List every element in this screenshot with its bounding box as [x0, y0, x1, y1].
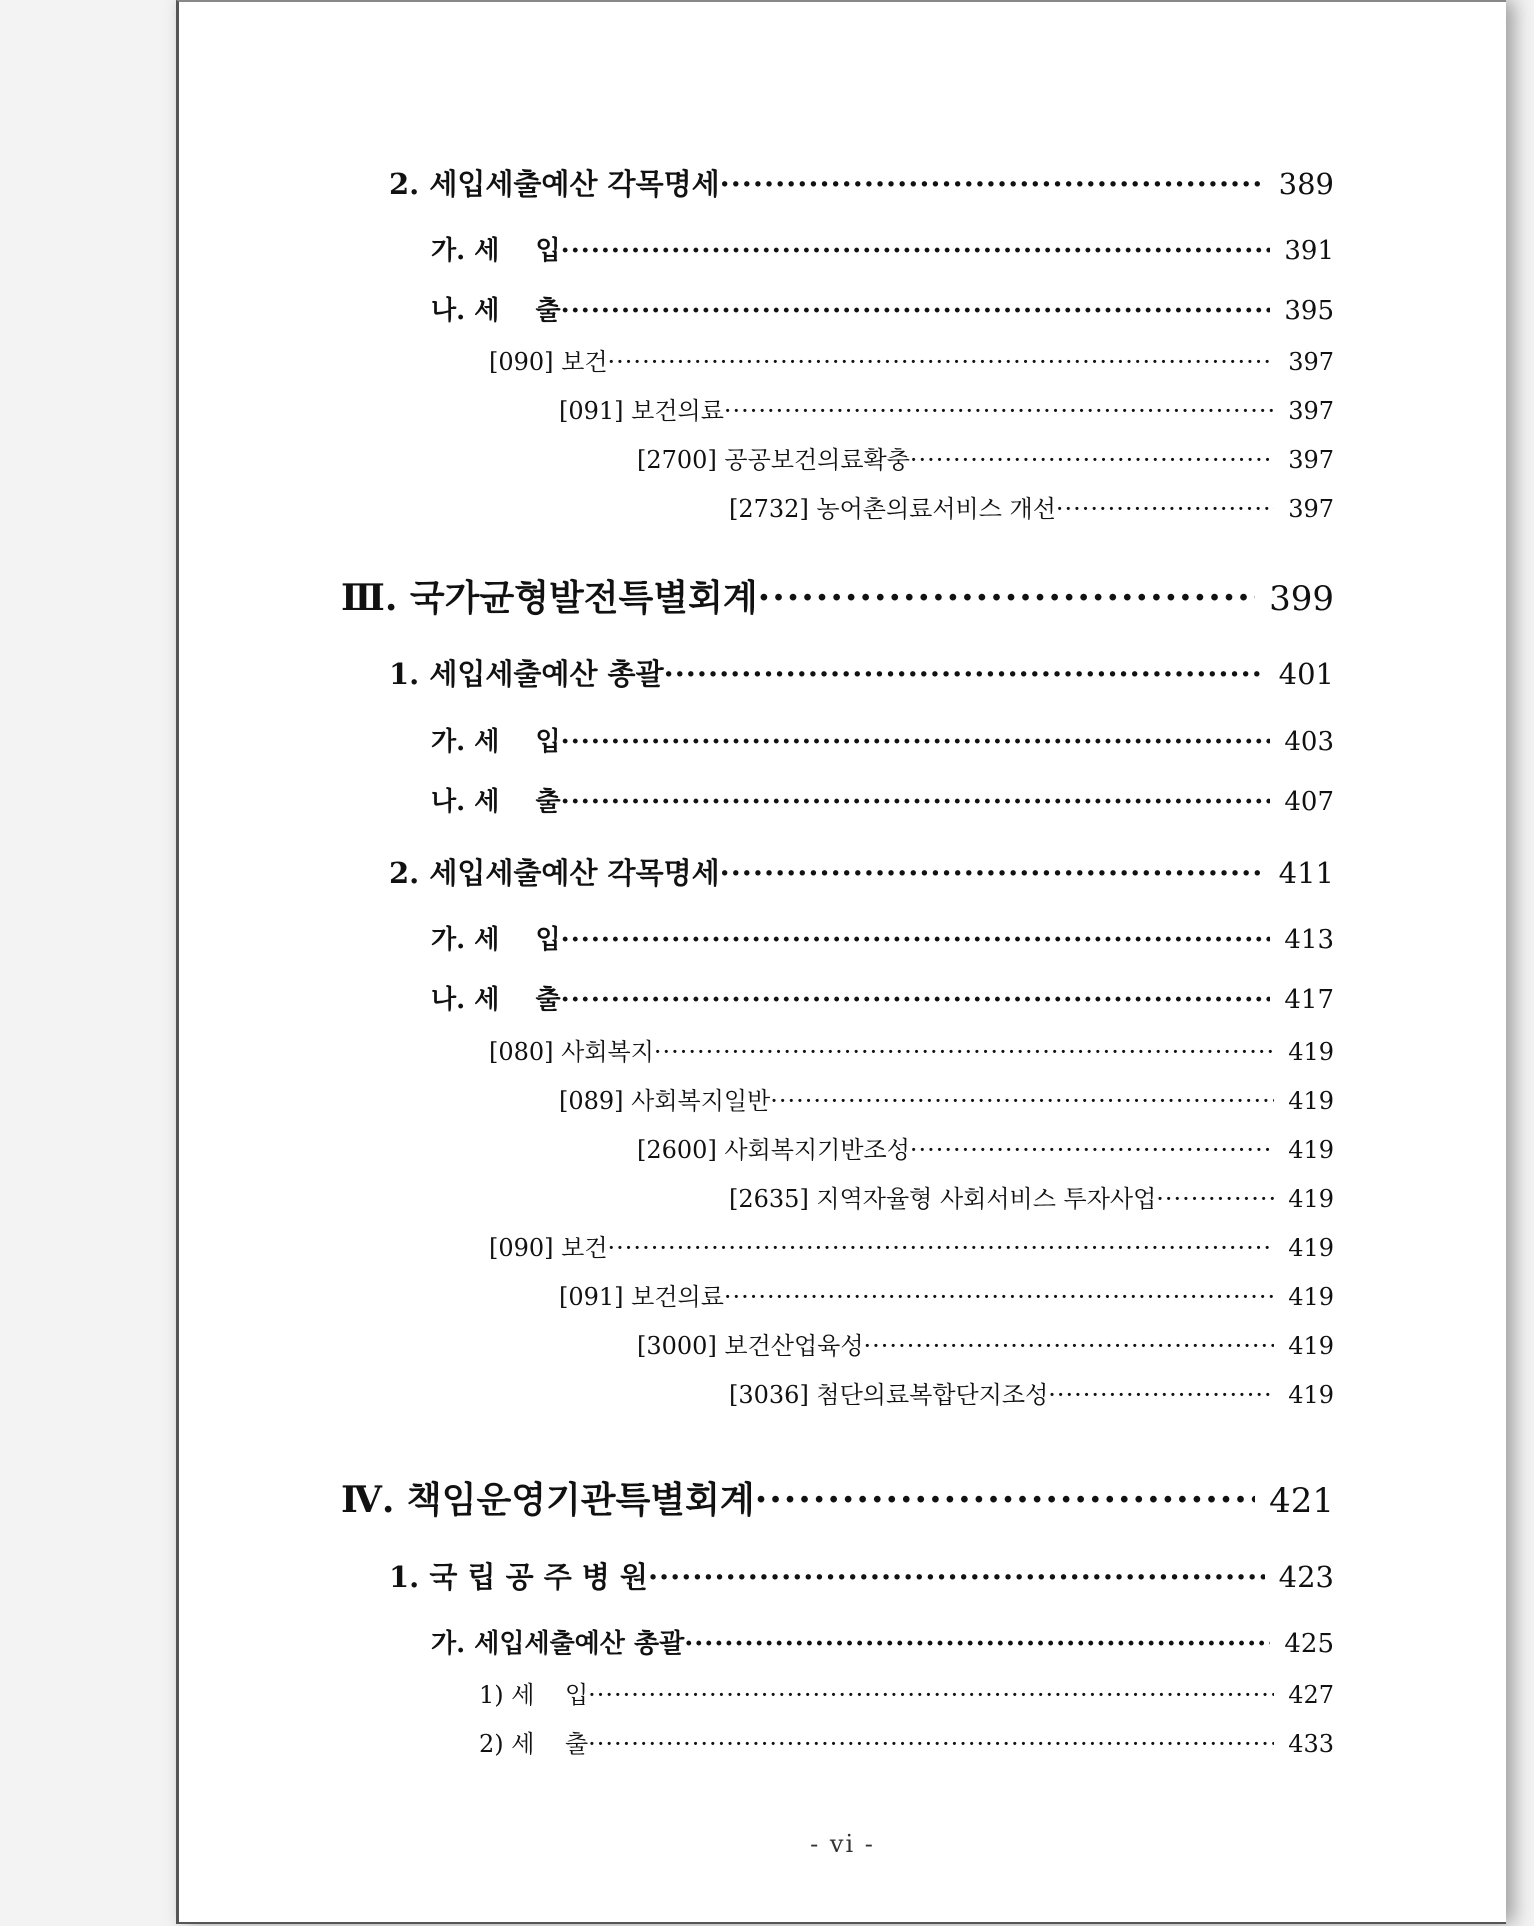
toc-leader [608, 348, 1275, 376]
toc-leader [720, 167, 1265, 201]
toc-leader [724, 397, 1274, 425]
toc-page-number: 419 [1288, 1381, 1334, 1409]
toc-leader [1048, 1381, 1274, 1409]
toc-title: [089] 사회복지일반 [559, 1087, 771, 1115]
toc-entry[interactable] [729, 1179, 1334, 1214]
document-page [176, 0, 1506, 1924]
toc-page-number: 419 [1288, 1283, 1334, 1311]
toc-leader [561, 985, 1271, 1015]
toc-entry[interactable] [431, 1623, 1334, 1660]
toc-entry[interactable] [489, 342, 1334, 377]
toc-entry[interactable] [341, 1472, 1334, 1523]
toc-title: Ⅳ. 책임운영기관특별회계 [341, 1479, 755, 1521]
toc-page-number: 397 [1288, 446, 1334, 474]
toc-entry[interactable] [389, 652, 1334, 693]
toc-title: [090] 보건 [489, 1234, 608, 1262]
toc-page-number: 401 [1278, 657, 1334, 691]
toc-page-number: 427 [1288, 1681, 1334, 1709]
toc-entry[interactable] [479, 1675, 1334, 1710]
toc-title: 2) 세 출 [479, 1730, 589, 1758]
toc-title: [080] 사회복지 [489, 1038, 654, 1066]
toc-entry[interactable] [341, 570, 1334, 621]
toc-leader [1056, 495, 1274, 523]
toc-page-number: 417 [1284, 985, 1334, 1015]
toc-entry[interactable] [389, 162, 1334, 203]
toc-title: 2. 세입세출예산 각목명세 [389, 167, 720, 201]
toc-leader [864, 1332, 1275, 1360]
toc-leader [561, 727, 1271, 757]
toc-title: [3036] 첨단의료복합단지조성 [729, 1381, 1049, 1409]
toc-entry[interactable] [729, 1375, 1334, 1410]
toc-title: [2732] 농어촌의료서비스 개선 [729, 495, 1056, 523]
toc-title: 나. 세 출 [431, 985, 561, 1015]
toc-page-number: 397 [1288, 397, 1334, 425]
page-footer-number: - vi - [810, 1830, 875, 1858]
toc-entry[interactable] [559, 1277, 1334, 1312]
toc-entry[interactable] [489, 1032, 1334, 1067]
toc-leader [608, 1234, 1275, 1262]
toc-page-number: 419 [1288, 1332, 1334, 1360]
toc-leader [588, 1730, 1274, 1758]
toc-leader [648, 1560, 1265, 1594]
toc-leader [755, 1479, 1255, 1521]
toc-page-number: 433 [1288, 1730, 1334, 1758]
toc-title: Ⅲ. 국가균형발전특별회계 [341, 577, 758, 619]
toc-page-number: 413 [1284, 925, 1334, 955]
toc-page-number: 425 [1284, 1629, 1334, 1659]
toc-leader [588, 1681, 1274, 1709]
toc-title: [090] 보건 [489, 348, 608, 376]
toc-entry[interactable] [431, 721, 1334, 758]
toc-title: 나. 세 출 [431, 296, 561, 326]
toc-title: [2700] 공공보건의료확충 [637, 446, 910, 474]
toc-entry[interactable] [729, 489, 1334, 524]
toc-page-number: 411 [1278, 856, 1334, 890]
toc-leader [758, 577, 1255, 619]
toc-page-number: 407 [1284, 787, 1334, 817]
toc-title: 가. 세 입 [431, 727, 561, 757]
toc-entry[interactable] [479, 1724, 1334, 1759]
toc-entry[interactable] [489, 1228, 1334, 1263]
toc-title: 1. 국 립 공 주 병 원 [389, 1560, 648, 1594]
toc-title: [3000] 보건산업육성 [637, 1332, 864, 1360]
toc-title: [2635] 지역자율형 사회서비스 투자사업 [729, 1185, 1157, 1213]
toc-entry[interactable] [559, 1081, 1334, 1116]
toc-entry[interactable] [389, 851, 1334, 892]
toc-leader [910, 446, 1274, 474]
toc-page-number: 395 [1284, 296, 1334, 326]
toc-leader [561, 787, 1271, 817]
toc-leader [561, 236, 1271, 266]
toc-leader [770, 1087, 1274, 1115]
toc-page-number: 399 [1269, 579, 1334, 619]
toc-title: 가. 세입세출예산 총괄 [431, 1629, 685, 1659]
toc-page-number: 419 [1288, 1087, 1334, 1115]
toc-entry[interactable] [431, 230, 1334, 267]
toc-entry[interactable] [431, 290, 1334, 327]
toc-title: [091] 보건의료 [559, 397, 724, 425]
toc-page-number: 397 [1288, 348, 1334, 376]
toc-leader [684, 1629, 1270, 1659]
toc-page-number: 391 [1284, 236, 1334, 266]
toc-title: 1. 세입세출예산 총괄 [389, 657, 664, 691]
toc-leader [654, 1038, 1274, 1066]
toc-page-number: 419 [1288, 1038, 1334, 1066]
toc-title: 1) 세 입 [479, 1681, 589, 1709]
toc-entry[interactable] [637, 440, 1334, 475]
toc-title: 가. 세 입 [431, 925, 561, 955]
toc-page-number: 419 [1288, 1185, 1334, 1213]
toc-entry[interactable] [431, 919, 1334, 956]
toc-page-number: 419 [1288, 1234, 1334, 1262]
toc-entry[interactable] [637, 1326, 1334, 1361]
toc-title: 나. 세 출 [431, 787, 561, 817]
toc-title: 2. 세입세출예산 각목명세 [389, 856, 720, 890]
toc-page-number: 421 [1269, 1481, 1334, 1521]
toc-page-number: 403 [1284, 727, 1334, 757]
toc-title: [091] 보건의료 [559, 1283, 724, 1311]
toc-title: 가. 세 입 [431, 236, 561, 266]
toc-page-number: 389 [1278, 167, 1334, 201]
toc-page-number: 419 [1288, 1136, 1334, 1164]
toc-leader [664, 657, 1265, 691]
toc-entry[interactable] [559, 391, 1334, 426]
toc-entry[interactable] [389, 1555, 1334, 1596]
toc-title: [2600] 사회복지기반조성 [637, 1136, 910, 1164]
toc-leader [1156, 1185, 1274, 1213]
toc-leader [561, 296, 1271, 326]
toc-leader [561, 925, 1271, 955]
toc-page-number: 397 [1288, 495, 1334, 523]
toc-page-number: 423 [1278, 1560, 1334, 1594]
toc-leader [720, 856, 1265, 890]
toc-entry[interactable] [637, 1130, 1334, 1165]
toc-entry[interactable] [431, 979, 1334, 1016]
toc-entry[interactable] [431, 781, 1334, 818]
toc-leader [724, 1283, 1274, 1311]
toc-leader [910, 1136, 1274, 1164]
